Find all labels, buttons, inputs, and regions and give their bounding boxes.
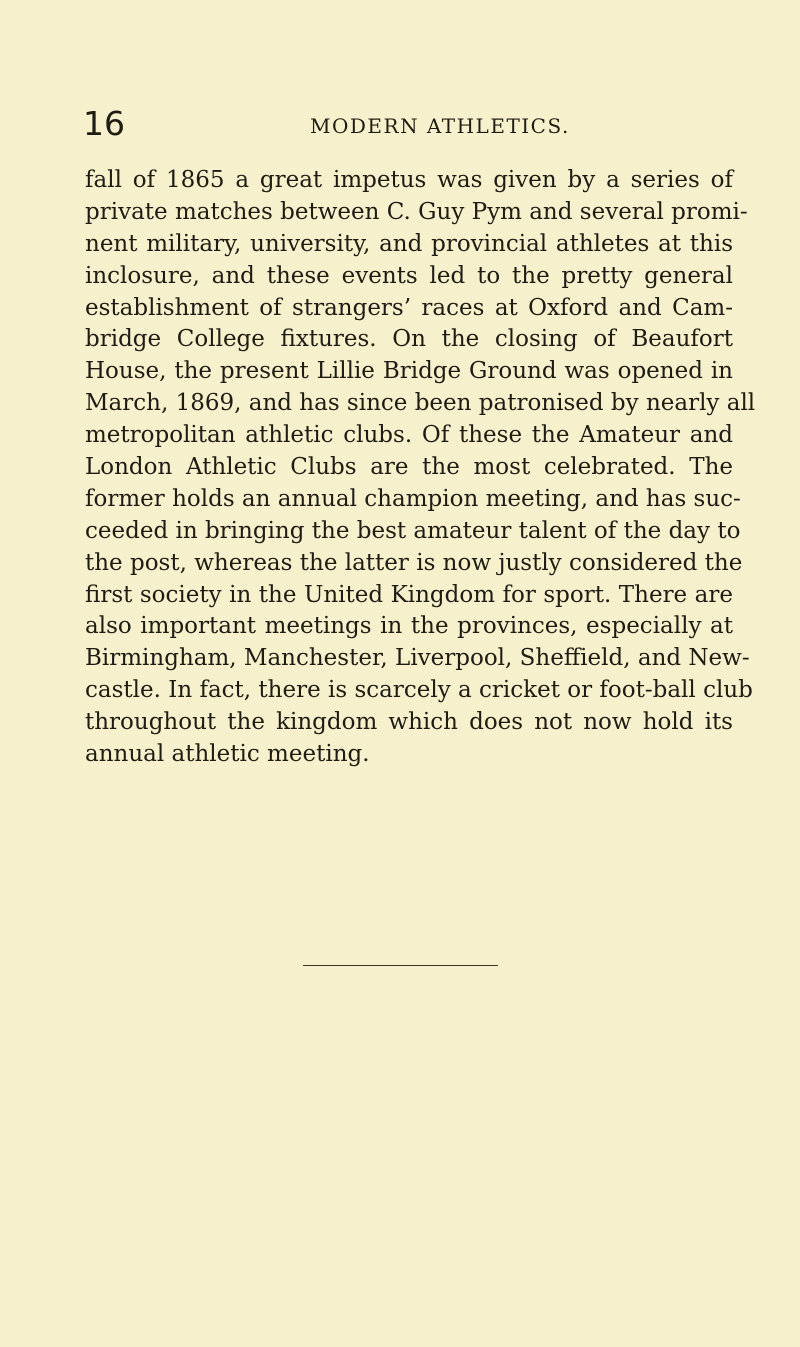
- text-line: House, the present Lillie Bridge Ground was opened in: [85, 358, 733, 385]
- text-line: annual athletic meeting.: [85, 741, 370, 768]
- text-line: throughout the kingdom which does not now hold its: [85, 709, 733, 736]
- text-line: inclosure, and these events led to the pretty general: [85, 262, 733, 289]
- text-line: nent military, university, and provincial athletes at this: [85, 230, 733, 257]
- text-line: also important meetings in the provinces, especially at: [85, 613, 733, 640]
- page-number: 16: [83, 104, 125, 143]
- text-line: Birmingham, Manchester, Liverpool, Sheffield, and New-: [85, 645, 750, 672]
- body-text: [85, 165, 756, 771]
- text-line: bridge College fixtures. On the closing of Beaufort: [85, 326, 733, 353]
- text-line: first society in the United Kingdom for sport. There are: [85, 581, 733, 608]
- text-line: ceeded in bringing the best amateur talent of the day to: [85, 517, 741, 544]
- running-title: MODERN ATHLETICS.: [310, 114, 570, 138]
- text-line: fall of 1865 a great impetus was given by a series of: [85, 167, 733, 193]
- text-line: March, 1869, and has since been patronised by nearly all: [85, 390, 756, 417]
- text-line: metropolitan athletic clubs. Of these the Amateur and: [85, 422, 733, 449]
- section-divider: [303, 965, 498, 966]
- text-line: the post, whereas the latter is now justly considered the: [85, 549, 743, 576]
- text-line: castle. In fact, there is scarcely a cricket or foot-ball club: [85, 677, 753, 704]
- text-line: establishment of strangers’ races at Oxford and Cam-: [85, 294, 733, 321]
- text-line: former holds an annual champion meeting, and has suc-: [85, 485, 741, 512]
- text-line: private matches between C. Guy Pym and several promi-: [85, 198, 748, 225]
- text-line: London Athletic Clubs are the most celebrated. The: [85, 454, 733, 481]
